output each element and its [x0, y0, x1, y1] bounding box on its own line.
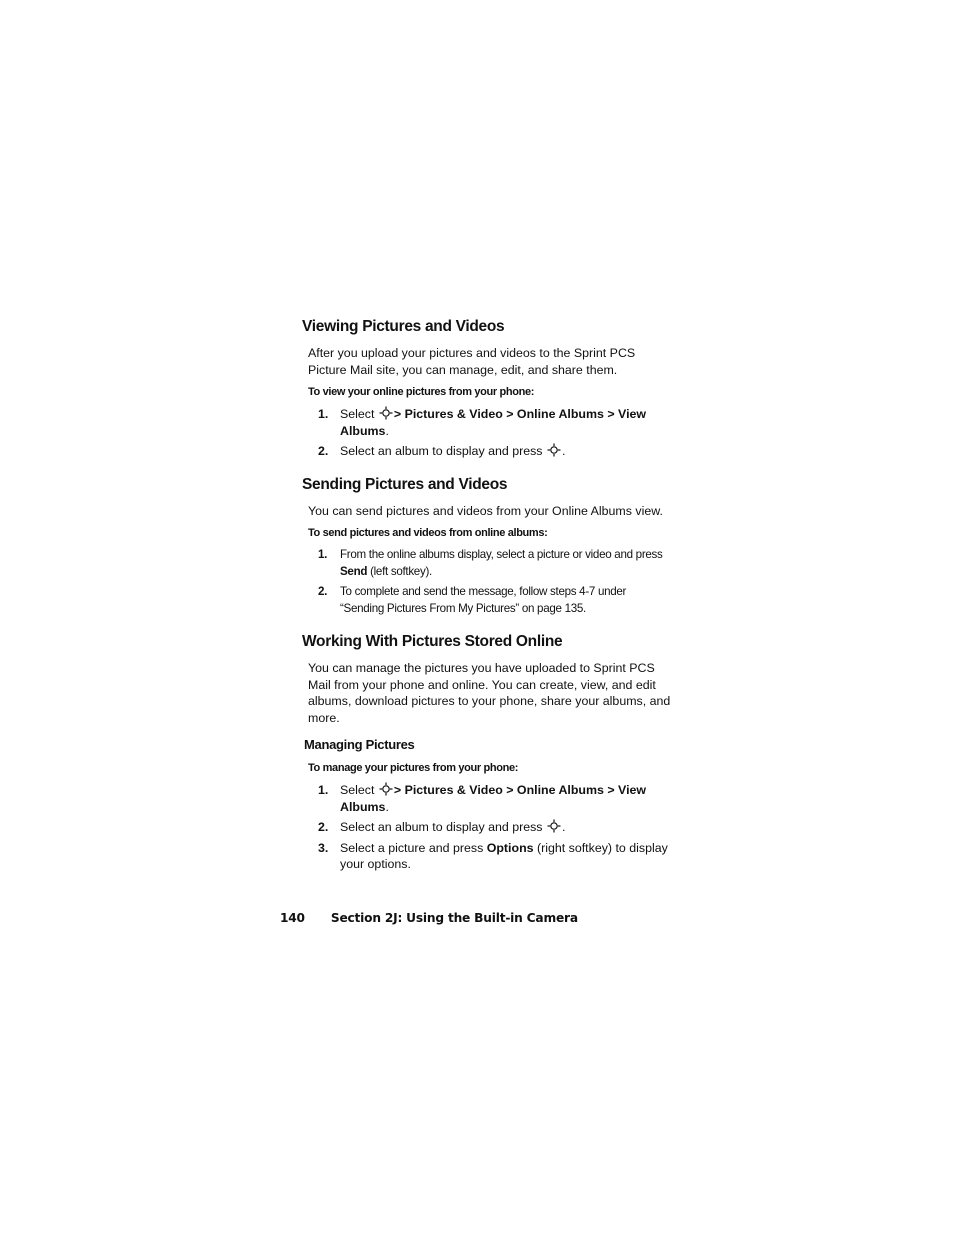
step-number: 1.: [318, 783, 329, 797]
list-item: [302, 782, 672, 815]
step-text: Select: [340, 407, 375, 421]
list-item: [302, 840, 672, 873]
navigation-key-icon: [547, 443, 561, 457]
step-text: Select: [340, 783, 375, 797]
menu-path: > Pictures & Video > Online Albums > View Albums: [340, 407, 647, 438]
step-number: 2.: [318, 444, 329, 458]
list-item: [302, 819, 672, 836]
page-footer: [280, 911, 578, 925]
section-sending: [302, 474, 672, 618]
menu-path: > Pictures & Video > Online Albums > View Albums: [340, 783, 647, 814]
list-item: [302, 406, 672, 439]
subheading-managing-pictures: Managing Pictures: [304, 737, 415, 752]
steps-sending: [302, 547, 672, 617]
navigation-key-icon: [379, 782, 393, 796]
step-text-end: .: [561, 444, 566, 458]
body-viewing: After you upload your pictures and videos to the Sprint PCS Picture Mail site, you can manage, edit, and share them.: [308, 346, 636, 377]
page-number: 140: [280, 911, 305, 925]
steps-viewing: [302, 406, 672, 460]
step-text: From the online albums display, select a picture or video and press: [340, 548, 663, 561]
step-number: 1.: [318, 548, 328, 561]
page-content: [302, 316, 672, 880]
step-number: 2.: [318, 820, 329, 834]
step-text-end: (right softkey) to display your options.: [340, 840, 668, 871]
heading-working-online: Working With Pictures Stored Online: [302, 633, 563, 650]
step-text: Select an album to display and press: [340, 444, 543, 458]
step-text: To complete and send the message, follow steps 4-7 under “Sending Pictures From My Pictures” on page 135.: [340, 585, 627, 615]
step-number: 1.: [318, 407, 329, 421]
intro-managing: To manage your pictures from your phone:: [308, 762, 519, 774]
intro-sending: To send pictures and videos from online albums:: [308, 527, 548, 539]
step-text-end: .: [561, 820, 566, 834]
body-sending: You can send pictures and videos from your Online Albums view.: [308, 503, 663, 518]
step-text-end: .: [385, 799, 389, 814]
list-item: [302, 584, 672, 617]
section-working-online: [302, 631, 672, 873]
step-text: Select an album to display and press: [340, 820, 543, 834]
section-viewing: [302, 316, 672, 460]
step-text-end: (left softkey).: [370, 564, 432, 578]
step-text-end: .: [385, 423, 389, 438]
step-text: Select a picture and press: [340, 840, 484, 855]
section-title: Section 2J: Using the Built-in Camera: [330, 911, 578, 925]
navigation-key-icon: [547, 819, 561, 833]
list-item: [302, 443, 672, 460]
heading-sending-pictures: Sending Pictures and Videos: [302, 475, 508, 493]
softkey-label: Options: [486, 840, 534, 855]
step-number: 2.: [318, 585, 328, 598]
softkey-label: Send: [340, 564, 368, 578]
step-number: 3.: [318, 840, 329, 855]
intro-viewing: To view your online pictures from your phone:: [308, 386, 535, 398]
navigation-key-icon: [379, 406, 393, 420]
steps-managing: [302, 782, 672, 873]
body-working-online: You can manage the pictures you have uploaded to Sprint PCS Mail from your phone and online. You can create, view, and edit albums, download pictures to your phone, share your albums, and more.: [308, 661, 671, 725]
heading-viewing-pictures: Viewing Pictures and Videos: [302, 318, 505, 335]
list-item: [302, 547, 672, 580]
